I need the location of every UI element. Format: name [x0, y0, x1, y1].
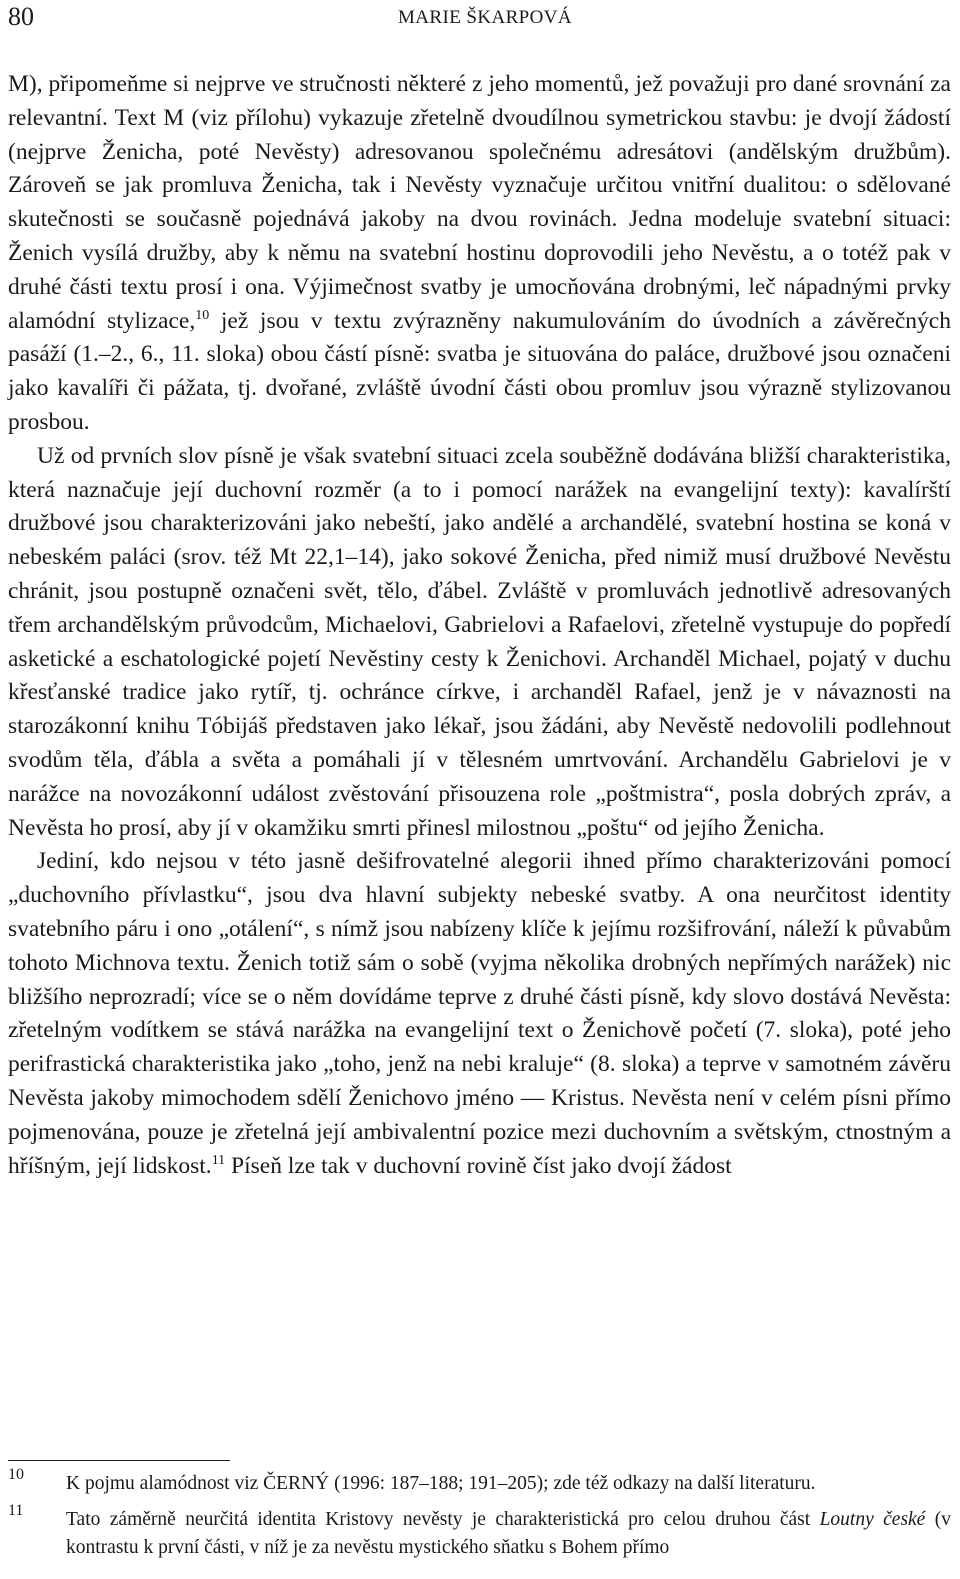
footnote-book-title: Loutny české [819, 1509, 926, 1530]
footnote-number: 11 [8, 1502, 24, 1519]
running-head: MARIE ŠKARPOVÁ [398, 7, 572, 28]
footnote-ref-10[interactable]: 10 [195, 307, 210, 323]
footnote-number: 10 [8, 1466, 24, 1483]
main-text [8, 68, 951, 1183]
footnote-text [66, 1509, 951, 1558]
paragraph-3-text-b: Píseň lze tak v duchovní rovině číst jako dvojí žádost [225, 1152, 732, 1179]
footnote-10 [8, 1466, 951, 1498]
paragraph-3 [8, 845, 951, 1183]
page-header [8, 0, 952, 34]
paragraph-3-text-a: Jediní, kdo nejsou v této jasně dešifrovatelné alegorii ihned přímo charakterizováni pomocí „duchovního přívlastku“, jsou dva hlavní subjekty nebeské svatby. A ona neurčitost identity svatebního páru i ono „otálení“, s nímž jsou nabízeny klíče k jejímu rozšifrování, náleží k půvabům tohoto Michnova textu. Ženich totiž sám o sobě (vyjma několika drobných nepřímých narážek) nic bližšího neprozradí; více se o něm dovídáme teprve z druhé části písně, kdy slovo dostává Nevěsta: zřetelným vodítkem se stává narážka na evangelijní text o Ženichově početí (7. sloka), poté jeho perifrastická charakteristika jako „toho, jenž na nebi kraluje“ (8. sloka) a teprve v samotném závěru Nevěsta jakoby mimochodem sdělí Ženichovo jméno — Kristus. Nevěsta není v celém písni přímo pojmenována, pouze je zřetelná její ambivalentní pozice mezi duchovním a světským, ctnostným a hříšným, její lidskost. [8, 848, 951, 1179]
footnotes [8, 1466, 951, 1562]
paragraph-1-text-b: jež jsou v textu zvýrazněny nakumulováním do úvodních a závěrečných pasáží (1.–2., 6., 11. sloka) obou částí písně: svatba je situována do paláce, družbové jsou označeni jako kavalíři či pážata, tj. dvořané, zvláště úvodní části obou promluv jsou výrazně stylizovanou prosbou. [8, 307, 951, 435]
paragraph-1-text-a: M), připomeňme si nejprve ve stručnosti některé z jeho momentů, jež považuji pro dané srovnání za relevantní. Text M (viz přílohu) vykazuje zřetelně dvoudílnou symetrickou stavbu: je dvojí žádostí (nejprve Ženicha, poté Nevěsty) adresovanou společnému adresátovi (andělským družbům). Zároveň se jak promluva Ženicha, tak i Nevěsty vyznačuje určitou vnitřní dualitou: o sdělované skutečnosti se současně pojednává jakoby na dvou rovinách. Jedna modeluje svatební situaci: Ženich vysílá družby, aby k němu na svatební hostinu doprovodili jeho Nevěstu, a o totéž pak v druhé části textu prosí i ona. Výjimečnost svatby je umocňována drobnými, leč nápadnými prvky alamódní stylizace, [8, 71, 951, 334]
paragraph-1 [8, 68, 951, 440]
page-number: 80 [8, 2, 34, 31]
footnote-text-a: Tato záměrně neurčitá identita Kristovy nevěsty je charakteristická pro celou druhou část [66, 1509, 820, 1530]
footnote-separator [8, 1460, 230, 1461]
footnote-ref-11[interactable]: 11 [211, 1152, 226, 1168]
footnote-11 [8, 1502, 951, 1562]
footnote-text-b: (v kontrastu k první části, v níž je za nevěstu mystického sňatku s Bohem přímo [66, 1509, 951, 1558]
paragraph-2: Už od prvních slov písně je však svatební situaci zcela souběžně dodávána bližší charakteristika, která naznačuje její duchovní rozměr (a to i pomocí narážek na evangelijní texty): kavalírští družbové jsou charakterizováni jako nebeští, jako andělé a archandělé, svatební hostina se koná v nebeském paláci (srov. též Mt 22,1–14), jako sokové Ženicha, před nimiž musí družbové Nevěstu chránit, jsou postupně označeni svět, tělo, ďábel. Zvláště v promluvách jednotlivě adresovaných třem archandělským průvodcům, Michaelovi, Gabrielovi a Rafaelovi, zřetelně vystupuje do popředí asketické a eschatologické pojetí Nevěstiny cesty k Ženichovi. Archanděl Michael, pojatý v duchu křesťanské tradice jako rytíř, tj. ochránce církve, i archanděl Rafael, jenž je v návaznosti na starozákonní knihu Tóbijáš představen jako lékař, jsou žádáni, aby Nevěstě nedovolili podlehnout svodům těla, ďábla a světa a pomáhali jí v tělesném umrtvování. Archandělu Gabrielovi je v narážce na novozákonní událost zvěstování přisouzena role „poštmistra“, posla dobrých zpráv, a Nevěsta ho prosí, aby jí v okamžiku smrti přinesl milostnou „poštu“ od jejího Ženicha. [8, 442, 951, 841]
footnote-text: K pojmu alamódnost viz ČERNÝ (1996: 187–188; 191–205); zde též odkazy na další literaturu. [66, 1473, 816, 1494]
